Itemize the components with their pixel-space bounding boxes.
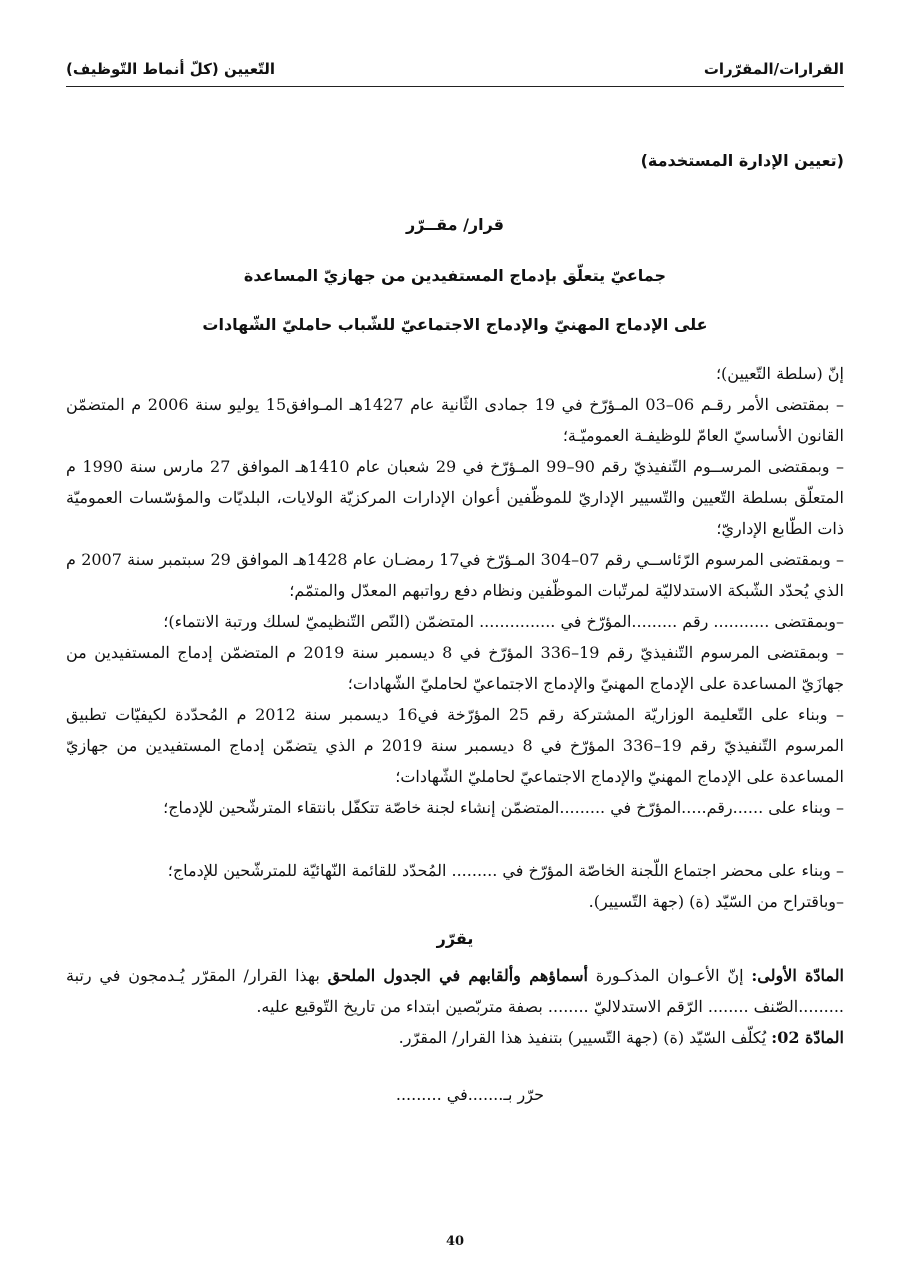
recital-paragraph: – وبناء على التّعليمة الوزاريّة المشتركة رقم 25 المؤرّخة في16 ديسمبر سنة 2012 م المُحدّدة لكيفيّات تطبيق المرسوم التّنفيذيّ رقم 19–336 المؤرّخ في 8 ديسمبر سنة 2019 م الذي يتضمّن إدماج المستفيدين من جهازيّ المساعدة على الإدماج المهنيّ والإدماج الاجتماعيّ لحامليّ الشّهادات؛ [66,705,845,786]
article-2 [66,1022,844,1053]
recital-paragraph: – بمقتضى الأمر رقـم 06–03 المـؤرّخ في 19 جمادى الثّانية عام 1427هـ المـوافق15 يوليو سنة 2006 م المتضمّن القانون الأساسيّ العامّ للوظيفـة العموميّـة؛ [66,395,844,445]
article-1-label: المادّة الأولى: [751,966,845,985]
recital-paragraph: – وبناء على محضر اجتماع اللّجنة الخاصّة المؤرّخ في ......... المُحدّد للقائمة النّهائيّة للمترشّحين للإدماج؛ [167,861,844,880]
spacer [66,823,844,855]
recital-paragraph: –وباقتراح من السّيّد (ة) (جهة التّسيير). [588,892,844,911]
recital-paragraph: –وبمقتضى ........... رقم .........المؤرّخ في ............... المتضمّن (النّص التّنظيميّ لسلك ورتبة الانتماء)؛ [163,612,844,631]
decision-subtitle-2: على الإدماج المهنيّ والإدماج الاجتماعيّ للشّباب حامليّ الشّهادات [202,315,708,334]
header-chapter-title: التّعيين (كلّ أنماط التّوظيف) [66,60,276,78]
article-1 [66,960,844,1022]
recital-paragraph: – وبمقتضى المرسوم الرّئاســي رقم 07–304 المـؤرّخ في17 رمضـان عام 1428هـ الموافق 29 سبتمبر سنة 2007 م الذي يُحدّد الشّبكة الاستدلاليّة لمرتّبات الموظّفين ونظام دفع رواتبهم المعدّل والمتمّم؛ [66,550,845,600]
recital-paragraph: – وبمقتضى المرسوم التّنفيذيّ رقم 19–336 المؤرّخ في 8 ديسمبر سنة 2019 م المتضمّن إدماج المستفيدين من جهازَيّ المساعدة على الإدماج المهنيّ والإدماج الاجتماعيّ لحامليّ الشّهادات؛ [66,643,845,693]
decides-heading: يقرّر [436,929,474,948]
header-section-title: القرارات/المقرّرات [703,60,844,78]
decision-title: قرار/ مقــرّر [405,215,505,234]
article-1-text-a: إنّ الأعـوان المذكـورة [587,966,752,985]
article-1-text-b: بهذا القرار/ المقرّر يُـدمجون في رتبة .........الصّنف ........ الرّقم الاستدلاليّ ........ بصفة متربّصين ابتداء من تاريخ التّوقيع عليه. [66,966,844,1016]
page-number: 40 [445,1234,465,1249]
document-body [66,145,844,1110]
recital-paragraph: – وبمقتضى المرســوم التّنفيذيّ رقم 90–99 المـؤرّخ في 29 شعبان عام 1410هـ الموافق 27 مارس سنة 1990 م المتعلّق بسلطة التّعيين والتّسيير الإداريّ للموظّفين أعوان الإدارات المركزيّة الولايات، البلديّات والمؤسّسات العموميّة ذات الطّابع الإداريّ؛ [66,457,844,538]
recital-paragraph: – وبناء على ......رقم.....المؤرّخ في .........المتضمّن إنشاء لجنة خاصّة تتكفّل بانتقاء المترشّحين للإدماج؛ [163,798,844,817]
article-2-label: المادّة 02: [771,1028,844,1047]
decision-subtitle-1: جماعيّ يتعلّق بإدماج المستفيدين من جهازيّ المساعدة [243,266,667,285]
article-1-bold: أسماؤهم وألقابهم في الجدول الملحق [327,966,588,985]
administration-label: (تعيين الإدارة المستخدمة) [640,151,844,170]
signed-line: حرّر بـ.......في ......... [395,1085,544,1104]
article-2-text: يُكلّف السّيّد (ة) (جهة التّسيير) بتنفيذ هذا القرار/ المقرّر. [398,1028,772,1047]
intro-line: إنّ (سلطة التّعيين)؛ [715,364,844,383]
header-divider [66,86,844,87]
running-header [66,60,844,84]
